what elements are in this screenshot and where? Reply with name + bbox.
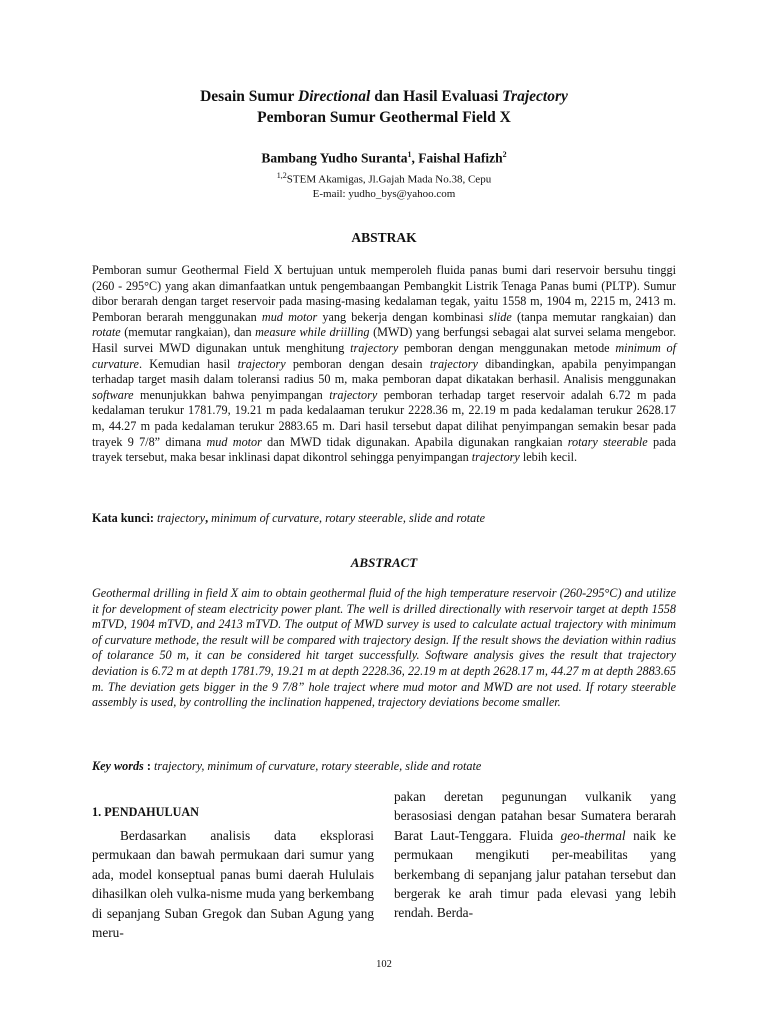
abstrak-italic: trajectory	[237, 356, 286, 371]
abstrak-italic: trajectory	[429, 356, 478, 371]
abstrak-text: Pemboran sumur Geothermal Field X bertujuan untuk memperoleh fluida panas bumi dari reservoir bersuhu tinggi (260 - 295°C) yang akan dimanfaatkan untuk pengembaangan Pembangkit Listrik Tenaga Panas bumi (PLTP). Sumur dibor berarah dengan target reservoir pada masing-masing kedalaman tegak, yaitu 1558 m, 1904 m, 2215 m, 2413 m. Pemboran berarah menggunakan	[92, 263, 676, 324]
abstrak-italic: rotate	[92, 325, 121, 340]
title-text: dan Hasil Evaluasi	[370, 88, 503, 105]
abstrak-text: . Kemudian hasil	[138, 356, 238, 371]
email-text: E-mail: yudho_bys@yahoo.com	[312, 187, 456, 200]
kata-kunci-label: Kata kunci:	[92, 511, 154, 525]
left-column	[92, 826, 374, 942]
affiliation	[60, 169, 708, 201]
key-words-label: Key words	[92, 759, 144, 773]
abstrak-italic: slide	[488, 309, 512, 324]
abstrak-text: pemboran dengan desain	[285, 356, 430, 371]
abstrak-italic: rotary steerable	[567, 434, 648, 449]
page-number: 102	[376, 959, 392, 970]
author-2: Faishal Hafizh	[418, 150, 503, 166]
abstract-heading: ABSTRACT	[350, 555, 418, 570]
key-words-rest: trajectory, minimum of curvature, rotary steerable, slide and rotate	[153, 759, 482, 773]
key-words-sep: :	[143, 759, 154, 773]
abstrak-text: (MWD) yang berfungsi sebagai alat survei selama mengebor. Hasil survei MWD digunakan untuk menghitung	[92, 325, 676, 355]
affiliation-text: STEM Akamigas, Jl.Gajah Mada No.38, Cepu	[286, 173, 492, 186]
abstrak-italic: measure while driilling	[255, 325, 370, 340]
abstrak-italic: trajectory	[471, 450, 520, 465]
key-words	[92, 759, 676, 775]
left-column-paragraph: Berdasarkan analisis data eksplorasi permukaan dan bawah permukaan dari sumur yang ada, model konseptual panas bumi daerah Hululais dihasilkan oleh vulka-nisme muda yang berkembang di sepanjang Suban Gregok dan Suban Agung yang meru-	[92, 828, 374, 941]
right-text: naik ke permukaan mengikuti per-meabilitas yang berkembang di sepanjang jalur patahan tersebut dan bergerak ke arah timur pada elevasi yang lebih rendah. Berda-	[394, 827, 676, 921]
abstrak-heading: ABSTRAK	[351, 230, 417, 245]
abstrak-italic: minimum of curvature	[92, 340, 677, 371]
abstract-paragraph: Geothermal drilling in field X aim to obtain geothermal fluid of the high temperature reservoir (260-295°C) and utilize it for development of steam electricity power plant. The well is drilled directionally with reservoir target at depth 1558 mTVD, 1904 mTVD, and 2413 mTVD. The output of MWD survey is used to calculate actual trajectory with minimum of curvature methode, the result will be compared with trajectory design. If the result shows the deviation within radius of tolarance 50 m, it can be considered hit target successfully. Software analysis gives the result that trajectory deviation is 6.72 m at depth 1781.79, 19.21 m at depth 2228.36, 22.19 m at depth 2628.17 m, 44.27 m at depth 2883.65 m. The deviation gets bigger in the 9 7/8” hole traject where mud motor and MWD are not used. If rotary steerable assembly is used, by controlling the inclination happened, trajectory deviations become smaller.	[92, 586, 676, 710]
abstrak-italic: trajectory	[350, 340, 399, 355]
abstrak-text: lebih kecil.	[519, 450, 578, 465]
kata-kunci-first: trajectory	[157, 511, 206, 525]
author-1-sup: 1	[407, 150, 412, 159]
kata-kunci	[92, 511, 676, 527]
abstrak-italic: software	[92, 387, 134, 402]
abstrak-text: pada trayek tersebut, maka besar inklinasi dapat dikontrol sehingga penyimpangan	[92, 434, 676, 465]
author-separator: ,	[411, 150, 419, 166]
abstrak-text: (memutar rangkaian), dan	[120, 325, 256, 340]
kata-kunci-comma: ,	[205, 511, 209, 525]
title-line-2: Pemboran Sumur Geothermal Field X	[257, 109, 511, 126]
kata-kunci-rest: minimum of curvature, rotary steerable, slide and rotate	[208, 511, 486, 525]
abstrak-italic: mud motor	[206, 434, 262, 449]
section-heading: 1. PENDAHULUAN	[92, 805, 199, 819]
paper-title	[60, 86, 708, 128]
abstrak-text: (tanpa memutar rangkaian) dan	[511, 309, 676, 324]
right-column-paragraph	[394, 787, 676, 923]
right-italic: geo-thermal	[560, 827, 626, 843]
author-2-sup: 2	[502, 150, 507, 159]
title-italic-trajectory: Trajectory	[502, 88, 568, 105]
title-italic-directional: Directional	[298, 88, 371, 105]
author-1: Bambang Yudho Suranta	[261, 150, 408, 166]
right-text: pakan deretan pegunungan vulkanik yang berasosiasi dengan patahan besar Sumatera berarah Barat Laut-Tenggara. Fluida	[394, 789, 676, 843]
abstrak-italic: mud motor	[261, 309, 318, 324]
abstrak-text: dibandingkan, apabila penyimpangan terhadap target masih dalam toleransi radius 50 m, maka pemboran dapat dikatakan berhasil. Analisis menggunakan	[92, 356, 677, 387]
abstrak-paragraph	[92, 263, 676, 466]
abstrak-text: dan MWD tidak digunakan. Apabila digunakan rangkaian	[261, 434, 568, 449]
abstrak-text: menunjukkan bahwa penyimpangan	[133, 387, 330, 402]
abstrak-text: pemboran dengan menggunakan metode	[398, 340, 616, 355]
title-text: Desain Sumur	[200, 88, 299, 105]
affiliation-sup: 1,2	[276, 171, 287, 180]
author-line	[60, 150, 708, 167]
abstrak-text: yang bekerja dengan kombinasi	[317, 309, 489, 324]
right-column	[394, 787, 676, 923]
abstrak-text: pemboran terhadap target reservoir adalah 6.72 m pada kedalaman terukur 1781.79, 19.21 m pada kedalaaman terukur 2228.36 m, 22.19 m pada kedalaman terukur 2628.17 m, 44.27 m pada kedalaman terukur 2883.65 m. Dari hasil tersebut dapat dilihat penyimpangan semakin besar pada trayek 9 7/8” dimana	[92, 387, 676, 449]
abstrak-italic: trajectory	[329, 387, 378, 402]
